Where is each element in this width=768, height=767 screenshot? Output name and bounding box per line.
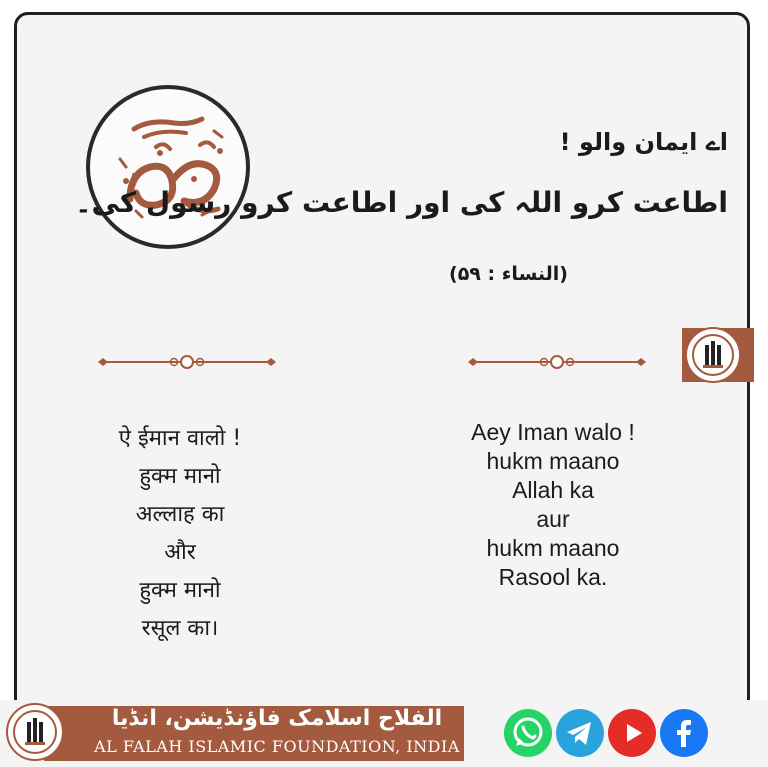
ornament-divider-left — [92, 354, 282, 370]
hindi-line: रसूल का। — [141, 616, 219, 641]
foundation-logo-icon — [687, 329, 739, 381]
hindi-line: हुक्म मानो — [139, 578, 221, 603]
foundation-logo-icon — [8, 705, 62, 759]
whatsapp-icon[interactable] — [504, 709, 552, 757]
hindi-line: ऐ ईमान वालो ! — [118, 426, 242, 451]
roman-text-block — [438, 418, 668, 592]
ornament-divider-right — [462, 354, 652, 370]
telegram-icon[interactable] — [556, 709, 604, 757]
urdu-line-2: اطاعت کرو اللہ کی اور اطاعت کرو رسول کی۔ — [75, 186, 728, 219]
youtube-icon[interactable] — [608, 709, 656, 757]
roman-line: hukm maano — [486, 535, 620, 561]
roman-line: Rasool ka. — [498, 564, 608, 590]
foundation-logo — [685, 327, 741, 383]
facebook-icon[interactable] — [660, 709, 708, 757]
urdu-line-1: اے ایمان والو ! — [559, 128, 728, 156]
hindi-line: और — [164, 540, 196, 565]
roman-line: Allah ka — [512, 477, 594, 503]
calligraphy-emblem — [86, 85, 250, 249]
roman-line: aur — [536, 506, 570, 532]
foundation-name-english: AL FALAH ISLAMIC FOUNDATION, INDIA — [94, 737, 460, 756]
hindi-text-block — [80, 420, 280, 648]
footer-logo — [6, 703, 64, 761]
foundation-name-urdu: الفلاح اسلامک فاؤنڈیشن، انڈیا — [111, 706, 443, 731]
roman-line: Aey Iman walo ! — [471, 419, 635, 445]
hindi-line: हुक्म मानो — [139, 464, 221, 489]
quran-reference: (النساء : ۵۹) — [449, 263, 568, 285]
calligraphy-icon — [90, 89, 246, 245]
roman-line: hukm maano — [486, 448, 620, 474]
hindi-line: अल्लाह का — [135, 502, 225, 527]
